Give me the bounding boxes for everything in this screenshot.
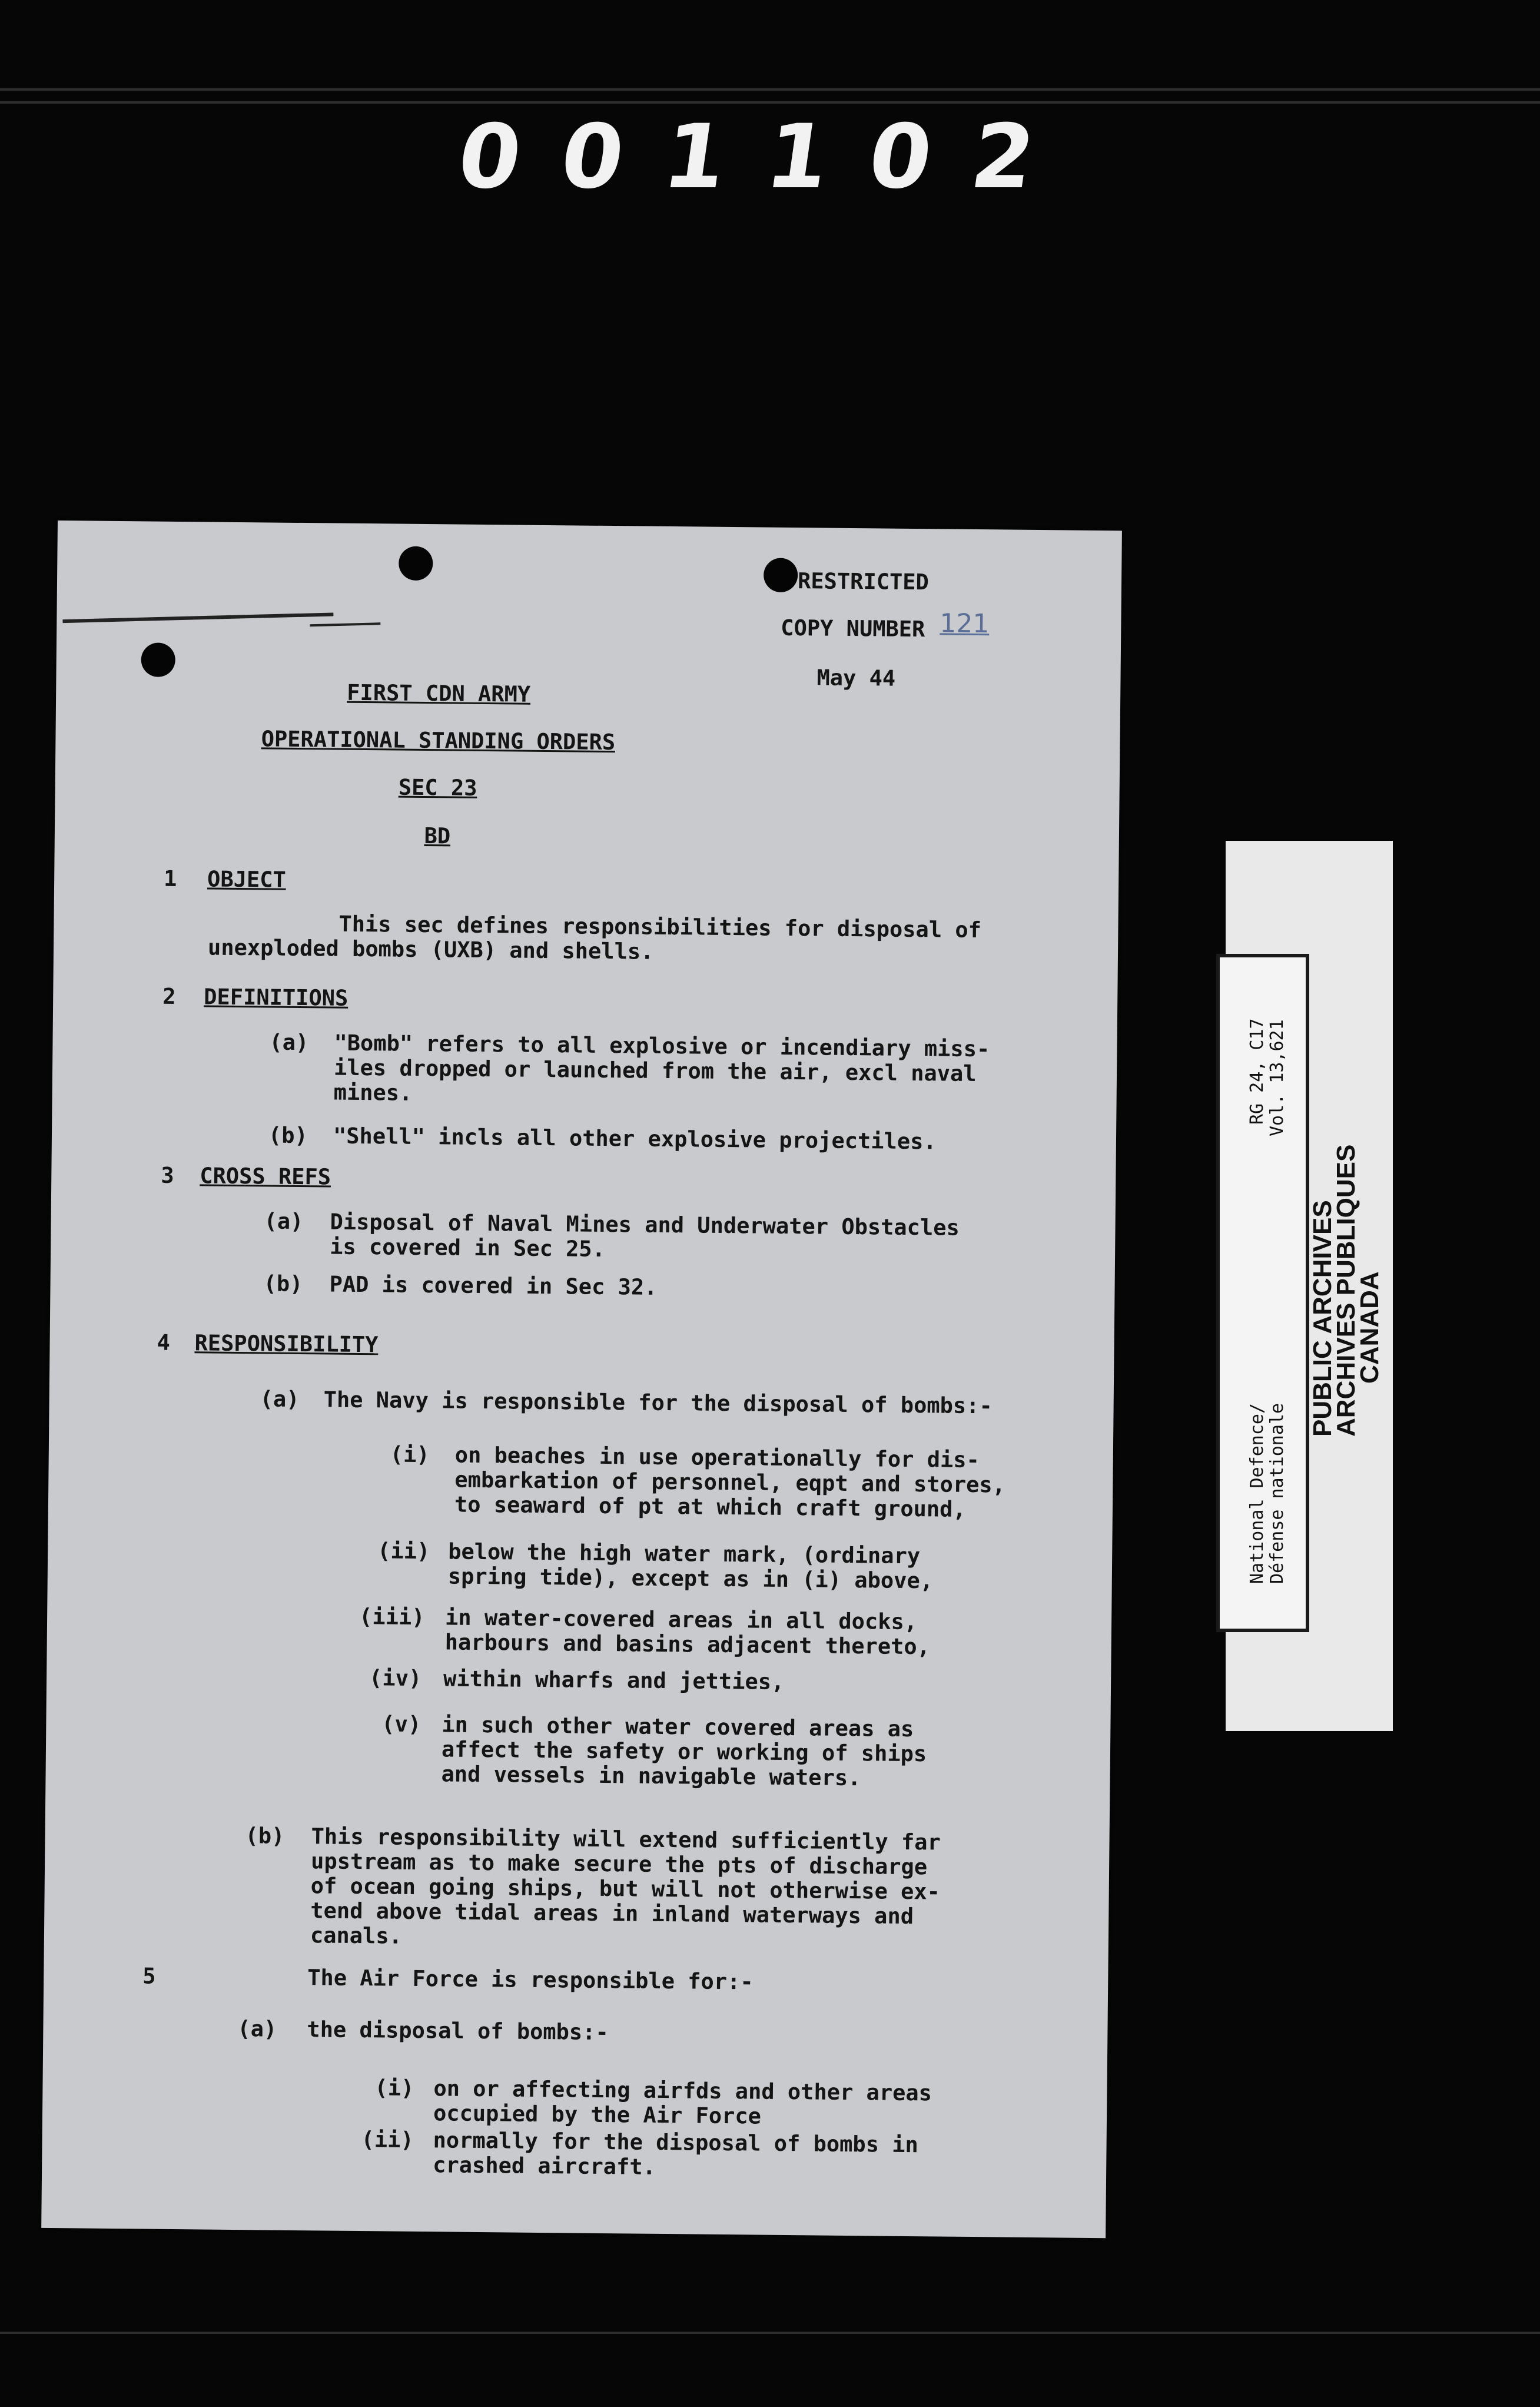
section-4-heading: RESPONSIBILITY — [194, 1330, 379, 1358]
section-3b-text: PAD is covered in Sec 32. — [329, 1271, 658, 1300]
archive-name-line-1: PUBLIC ARCHIVES — [1308, 1200, 1337, 1437]
section-2a-label: (a) — [269, 1029, 309, 1056]
section-2-number: 2 — [162, 983, 176, 1009]
section-4a-iv-text: within wharfs and jetties, — [443, 1666, 785, 1695]
archive-reference-line-2: Vol. 13,621 — [1267, 1019, 1287, 1136]
section-5a-text: the disposal of bombs:- — [307, 2017, 609, 2045]
copy-number-label: COPY NUMBER — [781, 615, 925, 642]
archive-name-line-2: ARCHIVES PUBLIQUES — [1332, 1144, 1360, 1437]
punch-hole — [141, 642, 175, 677]
copy-number-value: 121 — [940, 608, 990, 639]
archive-reference-line-1: RG 24, C17 — [1247, 1018, 1267, 1125]
section-4a-i-label: (i) — [390, 1441, 430, 1468]
title-line-4: BD — [424, 823, 451, 849]
section-4a-v-label: (v) — [381, 1711, 421, 1738]
section-3b-label: (b) — [263, 1271, 303, 1297]
section-4a-ii-label: (ii) — [377, 1538, 430, 1564]
section-5a-ii-label: (ii) — [361, 2127, 414, 2153]
section-5a-i-text: on or affecting airfds and other areas occupied by the Air Force — [433, 2076, 932, 2129]
section-4a-text: The Navy is responsible for the disposal of bombs:- — [323, 1387, 993, 1419]
archive-department-line-1: National Defence/ — [1247, 1403, 1267, 1584]
document-page — [41, 520, 1122, 2238]
archive-department-line-2: Défense nationale — [1267, 1403, 1287, 1584]
section-5a-ii-text: normally for the disposal of bombs in crashed aircraft. — [433, 2127, 919, 2180]
section-4a-i-text: on beaches in use operationally for dis- embarkation of personnel, eqpt and stores, to seaward of pt at which craft ground, — [454, 1442, 1006, 1522]
section-2a-text: "Bomb" refers to all explosive or incendiary miss- iles dropped or launched from the air, excl naval mines. — [333, 1030, 990, 1106]
title-line-2: OPERATIONAL STANDING ORDERS — [261, 726, 616, 755]
microfilm-frame-number: 001102 — [452, 106, 1083, 208]
section-2b-label: (b) — [268, 1122, 308, 1149]
section-5-intro: The Air Force is responsible for:- — [307, 1965, 754, 1995]
section-4a-ii-text: below the high water mark, (ordinary spring tide), except as in (i) above, — [447, 1539, 934, 1594]
punch-hole — [764, 558, 798, 593]
classification-mark: RESTRICTED — [797, 568, 930, 595]
section-4a-iv-label: (iv) — [369, 1665, 422, 1692]
section-4a-label: (a) — [260, 1386, 300, 1413]
section-3a-label: (a) — [264, 1208, 304, 1235]
section-5a-label: (a) — [237, 2016, 277, 2042]
section-4a-iii-text: in water-covered areas in all docks, harbours and basins adjacent thereto, — [444, 1604, 931, 1660]
section-1-heading: OBJECT — [207, 866, 287, 893]
section-1-text: This sec defines responsibilities for disposal of unexploded bombs (UXB) and shells. — [207, 911, 982, 964]
section-3-number: 3 — [161, 1162, 174, 1188]
section-5-number: 5 — [142, 1963, 156, 1989]
edge-stain — [62, 612, 333, 623]
punch-hole — [399, 546, 433, 581]
section-3a-text: Disposal of Naval Mines and Underwater Obstacles is covered in Sec 25. — [329, 1209, 960, 1262]
archive-name-line-3: CANADA — [1355, 1271, 1384, 1384]
section-3-heading: CROSS REFS — [200, 1163, 331, 1190]
title-line-3: SEC 23 — [398, 774, 477, 801]
scan-line-top — [0, 88, 1540, 91]
title-line-1: FIRST CDN ARMY — [347, 679, 531, 707]
section-2-heading: DEFINITIONS — [204, 984, 349, 1011]
section-4-number: 4 — [157, 1330, 171, 1355]
section-4b-text: This responsibility will extend sufficiently far upstream as to make secure the pts of discharge of ocean going ships, but will not otherwise ex- tend above tidal areas in inland waterways and canals. — [310, 1824, 941, 1949]
scan-line-bottom — [0, 2332, 1540, 2334]
scan-line-top-2 — [0, 101, 1540, 104]
document-date: May 44 — [817, 665, 896, 691]
section-5a-i-label: (i) — [374, 2075, 414, 2101]
section-2b-text: "Shell" incls all other explosive projectiles. — [333, 1123, 937, 1155]
edge-stain — [310, 622, 380, 626]
section-1-number: 1 — [163, 866, 177, 891]
section-4a-iii-label: (iii) — [359, 1604, 425, 1630]
section-4a-v-text: in such other water covered areas as affect the safety or working of ships and vessels in navigable waters. — [441, 1712, 927, 1791]
section-4b-label: (b) — [245, 1823, 285, 1849]
